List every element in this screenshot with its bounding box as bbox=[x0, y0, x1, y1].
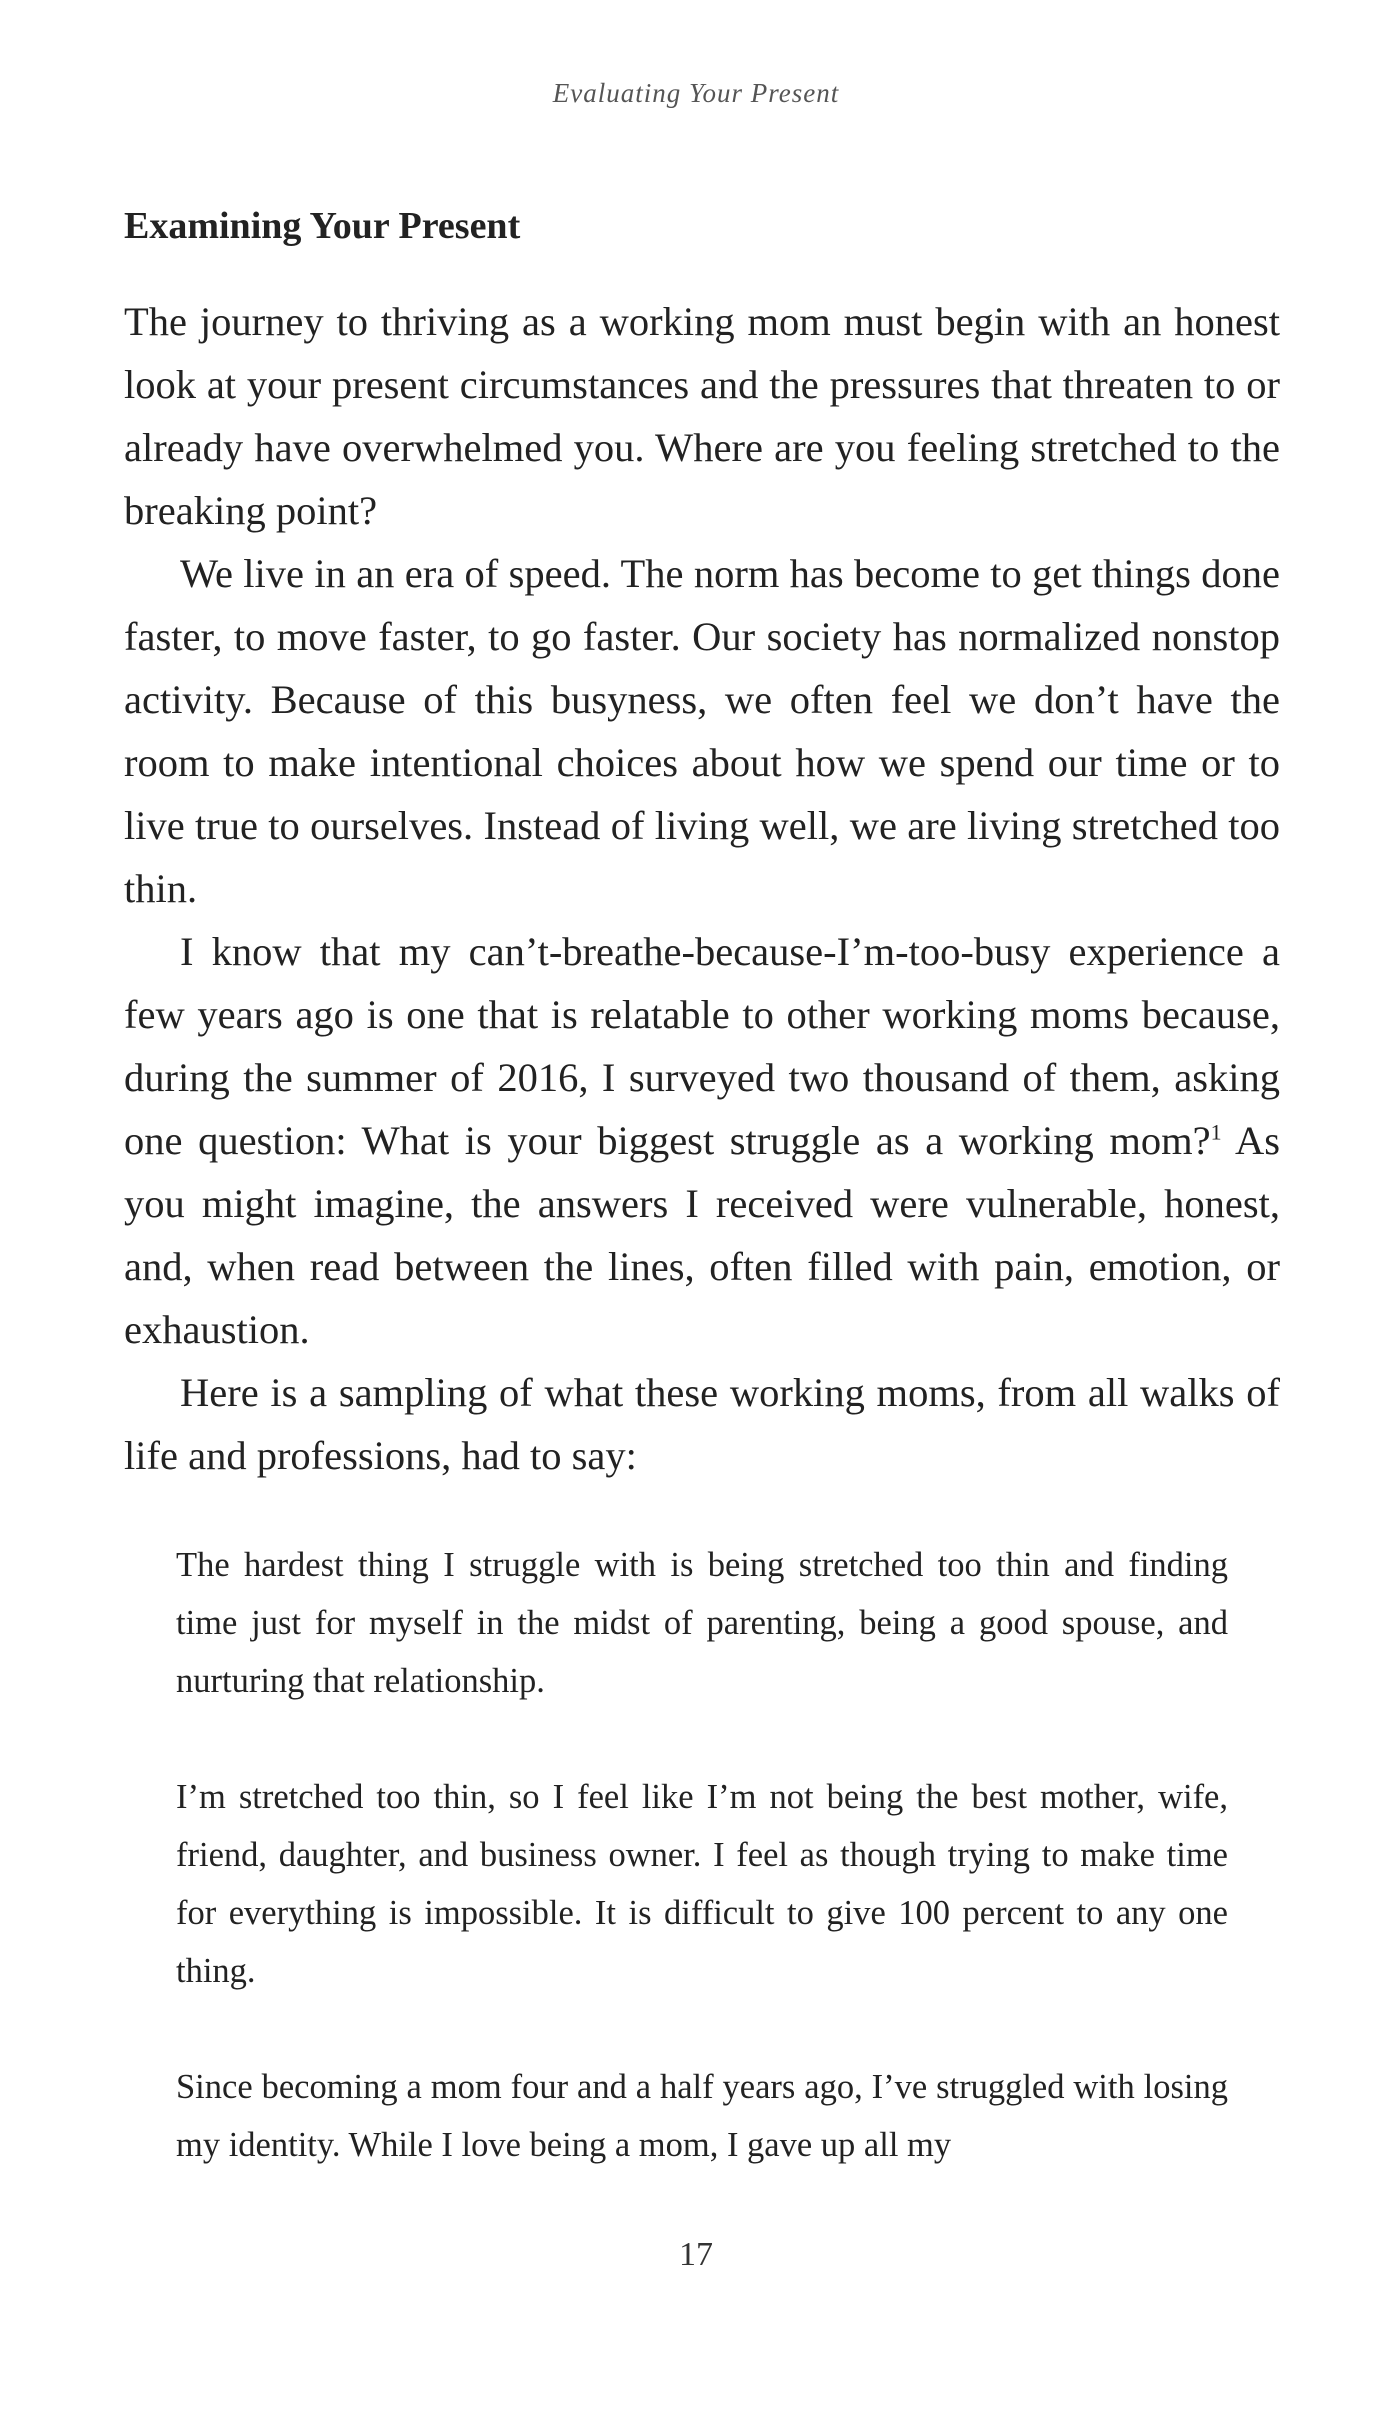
survey-text: I know that my can’t-breathe-because-I’m-too-busy experience a few years ago is one that is relatable to other working moms because, during the summer of 2016, I surveyed two thousand of them, asking one question: What is your biggest struggle as a working mom? bbox=[124, 929, 1280, 1163]
survey-text-continued: As you might imagine, the answers I received were vulnerable, honest, and, when read between the lines, often filled with pain, emotion, or exhaustion. bbox=[124, 1118, 1281, 1352]
block-quotes bbox=[176, 1536, 1228, 2174]
body-paragraph-1: The journey to thriving as a working mom must begin with an honest look at your present circumstances and the pressures that threaten to or already have overwhelmed you. Where are you feeling stretched to the breaking point? bbox=[124, 299, 1280, 533]
body-paragraph-2: We live in an era of speed. The norm has become to get things done faster, to move faster, to go faster. Our society has normalized nonstop activity. Because of this busyness, we often feel we don’t have the room to make intentional choices about how we spend our time or to live true to ourselves. Instead of living well, we are living stretched too thin. bbox=[124, 551, 1280, 911]
quote-3: Since becoming a mom four and a half years ago, I’ve struggled with losing my identity. While I love being a mom, I gave up all my bbox=[176, 2068, 1228, 2164]
page-number: 17 bbox=[679, 2236, 713, 2273]
running-head: Evaluating Your Present bbox=[552, 78, 840, 108]
footnote-marker: 1 bbox=[1210, 1119, 1222, 1145]
body-text bbox=[124, 290, 1280, 1487]
body-paragraph-3 bbox=[124, 920, 1280, 1361]
quote-1: The hardest thing I struggle with is being stretched too thin and finding time just for myself in the midst of parenting, being a good spouse, and nurturing that relationship. bbox=[176, 1546, 1228, 1700]
section-heading: Examining Your Present bbox=[124, 205, 521, 247]
body-paragraph-4: Here is a sampling of what these working moms, from all walks of life and professions, had to say: bbox=[124, 1370, 1280, 1478]
quote-2: I’m stretched too thin, so I feel like I’m not being the best mother, wife, friend, daughter, and business owner. I feel as though trying to make time for everything is impossible. It is difficult to give 100 percent to any one thing. bbox=[176, 1778, 1228, 1990]
